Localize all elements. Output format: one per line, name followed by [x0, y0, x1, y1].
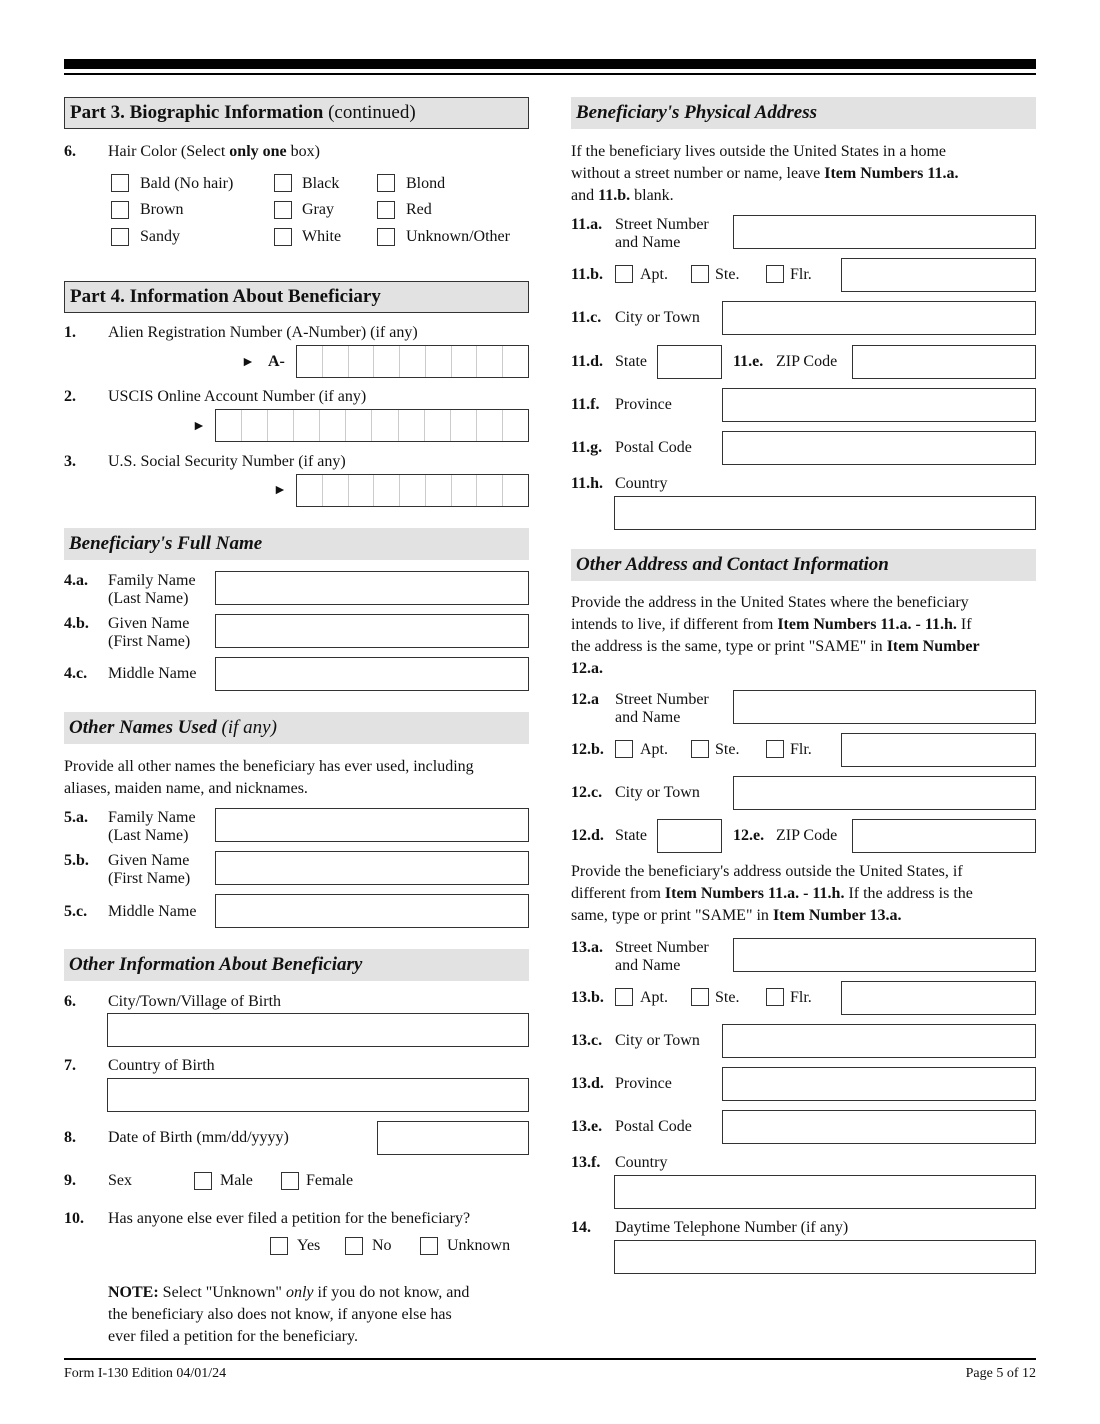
othernames-middle-label: Middle Name: [108, 903, 197, 920]
uscis-number: 2.: [64, 388, 76, 405]
o-city-input[interactable]: [733, 776, 1036, 810]
phys-11e-number: 11.e.: [733, 353, 764, 370]
phys-apt-checkbox[interactable]: [615, 265, 633, 283]
o-13b-number: 13.b.: [571, 989, 604, 1006]
o13-city-input[interactable]: [722, 1024, 1036, 1058]
o-street-line1: Street Number: [615, 691, 709, 708]
fullname-family-input[interactable]: [215, 571, 529, 605]
o-ste-checkbox[interactable]: [691, 740, 709, 758]
hair-gray-checkbox[interactable]: [274, 201, 292, 219]
otheraddr-desc2-3a: same, type or print "SAME" in: [571, 907, 773, 924]
phys-postal-input[interactable]: [722, 431, 1036, 465]
fullname-family-line1: Family Name: [108, 572, 196, 589]
o-state-input[interactable]: [657, 819, 722, 853]
birthcity-label: City/Town/Village of Birth: [108, 993, 282, 1010]
sex-label: Sex: [108, 1172, 132, 1189]
o13-province-input[interactable]: [722, 1067, 1036, 1101]
hair-label-c: box): [286, 143, 320, 160]
anum-label: Alien Registration Number (A-Number) (if any): [108, 324, 418, 341]
hair-white-label: White: [302, 228, 342, 245]
othernames-title: Other Names Used: [69, 717, 217, 738]
otheraddr-desc-line4: 12.a.: [571, 660, 603, 677]
fullname-given-input[interactable]: [215, 614, 529, 648]
othernames-title-suffix: (if any): [216, 717, 277, 738]
hair-unknown-label: Unknown/Other: [406, 228, 510, 245]
phys-11c-number: 11.c.: [571, 309, 602, 326]
o-zip-input[interactable]: [852, 819, 1036, 853]
otheraddr-desc-line1: Provide the address in the United States where the beneficiary: [571, 594, 969, 611]
othernames-given-line2: (First Name): [108, 870, 191, 887]
phone-number: 14.: [571, 1219, 591, 1236]
otheraddr-desc2-3b: Item Number 13.a.: [772, 907, 902, 924]
phone-input[interactable]: [614, 1240, 1036, 1274]
anum-arrow-icon: ►: [241, 355, 255, 370]
hair-red-checkbox[interactable]: [377, 201, 395, 219]
otheraddr-desc2-2c: If the address is the: [844, 885, 973, 902]
othernames-desc: [64, 757, 534, 798]
o13-postal-input[interactable]: [722, 1110, 1036, 1144]
otheraddr-desc-2a: intends to live, if different from: [571, 616, 778, 633]
othernames-desc-line1: Provide all other names the beneficiary has ever used, including: [64, 758, 474, 775]
o-13a-number: 13.a.: [571, 939, 603, 956]
footer-form-edition: Form I-130 Edition 04/01/24: [64, 1366, 227, 1381]
othernames-header: [64, 712, 529, 744]
petition-no-checkbox[interactable]: [345, 1237, 363, 1255]
header-rule-thick: [64, 59, 1036, 69]
uscis-arrow-icon: ►: [192, 419, 206, 434]
phys-flr-checkbox[interactable]: [766, 265, 784, 283]
part3-title: Part 3. Biographic Information: [70, 102, 324, 123]
phys-ste-label: Ste.: [715, 266, 740, 283]
hair-white-checkbox[interactable]: [274, 228, 292, 246]
o-12c-number: 12.c.: [571, 784, 603, 801]
o-zip-label: ZIP Code: [776, 827, 838, 844]
uscis-label: USCIS Online Account Number (if any): [108, 388, 367, 405]
birthcountry-input[interactable]: [107, 1078, 529, 1112]
otheraddr-desc: [571, 593, 1041, 678]
phys-street-input[interactable]: [733, 215, 1036, 249]
note-text-1: Select "Unknown": [158, 1284, 286, 1301]
physaddr-desc-line1: If the beneficiary lives outside the United States in a home: [571, 143, 946, 160]
ssn-input[interactable]: [296, 474, 529, 507]
fullname-middle-label: Middle Name: [108, 665, 197, 682]
o-unit-input[interactable]: [841, 733, 1036, 767]
dob-label: Date of Birth (mm/dd/yyyy): [108, 1129, 289, 1146]
petition-unknown-checkbox[interactable]: [420, 1237, 438, 1255]
part4-header: Part 4. Information About Beneficiary: [64, 281, 529, 313]
othernames-given-input[interactable]: [215, 851, 529, 885]
o13-apt-checkbox[interactable]: [615, 988, 633, 1006]
hair-label-a: Hair Color (Select: [108, 143, 230, 160]
phys-country-input[interactable]: [614, 496, 1036, 530]
anum-number: 1.: [64, 324, 76, 341]
phys-11h-number: 11.h.: [571, 475, 604, 492]
o-street-line2: and Name: [615, 709, 681, 726]
fullname-4b-number: 4.b.: [64, 615, 89, 632]
footer-page-number: Page 5 of 12: [965, 1366, 1036, 1381]
birthcity-number: 6.: [64, 993, 76, 1010]
o-state-label: State: [615, 827, 647, 844]
phys-street-line1: Street Number: [615, 216, 709, 233]
othernames-given-line1: Given Name: [108, 852, 190, 869]
hair-unknown-checkbox[interactable]: [377, 228, 395, 246]
phys-zip-label: ZIP Code: [776, 353, 838, 370]
anum-prefix: A-: [268, 353, 285, 370]
note-text-3: the beneficiary also does not know, if anyone else has: [108, 1306, 452, 1323]
physaddr-desc-3a: and: [571, 187, 599, 204]
fullname-given-label: [108, 615, 190, 651]
phone-label: Daytime Telephone Number (if any): [615, 1219, 849, 1236]
phys-street-label: [615, 216, 709, 252]
part3-header: [64, 97, 529, 129]
o13-province-label: Province: [615, 1075, 672, 1092]
otheraddr-desc2-2a: different from: [571, 885, 665, 902]
sex-female-checkbox[interactable]: [281, 1172, 299, 1190]
fullname-middle-input[interactable]: [215, 657, 529, 691]
othernames-5a-number: 5.a.: [64, 809, 88, 826]
hair-number: 6.: [64, 143, 76, 160]
fullname-header: Beneficiary's Full Name: [64, 528, 529, 560]
hair-blond-label: Blond: [406, 175, 446, 192]
header-rule-thin: [64, 73, 1036, 75]
petition-no-label: No: [372, 1237, 392, 1254]
phys-unit-input[interactable]: [841, 258, 1036, 292]
birthcountry-label: Country of Birth: [108, 1057, 215, 1074]
physaddr-desc-3c: blank.: [630, 187, 674, 204]
hair-red-label: Red: [406, 201, 432, 218]
o-street-label: [615, 691, 709, 727]
physaddr-desc-2b: Item Numbers 11.a.: [824, 165, 959, 182]
otheraddr-desc2-line1: Provide the beneficiary's address outside the United States, if: [571, 863, 963, 880]
uscis-input[interactable]: [215, 409, 529, 442]
o13-street-label: [615, 939, 709, 975]
phys-postal-label: Postal Code: [615, 439, 692, 456]
o13-flr-checkbox[interactable]: [766, 988, 784, 1006]
othernames-family-label: [108, 809, 196, 845]
otheraddr-desc2-2b: Item Numbers 11.a. - 11.h.: [664, 885, 845, 902]
otheraddr-desc-2b: Item Numbers 11.a. - 11.h.: [777, 616, 957, 633]
o-ste-label: Ste.: [715, 741, 740, 758]
o-street-input[interactable]: [733, 690, 1036, 724]
o13-country-label: Country: [615, 1154, 668, 1171]
phys-state-input[interactable]: [657, 345, 722, 379]
hair-label: [108, 142, 320, 161]
o-city-label: City or Town: [615, 784, 700, 801]
hair-blond-checkbox[interactable]: [377, 174, 395, 192]
o-12d-number: 12.d.: [571, 827, 604, 844]
o-apt-checkbox[interactable]: [615, 740, 633, 758]
fullname-4c-number: 4.c.: [64, 665, 88, 682]
o13-street-line1: Street Number: [615, 939, 709, 956]
physaddr-desc: [571, 142, 1041, 205]
phys-province-label: Province: [615, 396, 672, 413]
o-13e-number: 13.e.: [571, 1118, 603, 1135]
o13-country-input[interactable]: [614, 1175, 1036, 1209]
ssn-number: 3.: [64, 453, 76, 470]
petition-note: [108, 1283, 533, 1346]
note-text-2: if you do not know, and: [313, 1284, 470, 1301]
o13-ste-checkbox[interactable]: [691, 988, 709, 1006]
hair-sandy-checkbox[interactable]: [111, 228, 129, 246]
phys-zip-input[interactable]: [852, 345, 1036, 379]
o-12b-number: 12.b.: [571, 741, 604, 758]
phys-apt-label: Apt.: [640, 266, 668, 283]
othernames-5b-number: 5.b.: [64, 852, 89, 869]
note-label: NOTE:: [108, 1284, 159, 1301]
otherinfo-header: Other Information About Beneficiary: [64, 949, 529, 981]
ssn-label: U.S. Social Security Number (if any): [108, 453, 346, 470]
hair-brown-checkbox[interactable]: [111, 201, 129, 219]
otheraddr-desc-3a: the address is the same, type or print "SAME" in: [571, 638, 887, 655]
fullname-family-label: [108, 572, 196, 608]
note-text-4: ever filed a petition for the beneficiary.: [108, 1328, 358, 1345]
phys-11b-number: 11.b.: [571, 266, 604, 283]
hair-bald-checkbox[interactable]: [111, 174, 129, 192]
othernames-family-line2: (Last Name): [108, 827, 189, 844]
birthcountry-number: 7.: [64, 1057, 76, 1074]
hair-label-b: only one: [229, 143, 287, 160]
phys-11a-number: 11.a.: [571, 216, 603, 233]
petition-yes-checkbox[interactable]: [270, 1237, 288, 1255]
phys-11g-number: 11.g.: [571, 439, 603, 456]
birthcity-input[interactable]: [107, 1013, 529, 1047]
hair-black-checkbox[interactable]: [274, 174, 292, 192]
o13-flr-label: Flr.: [790, 989, 812, 1006]
otheraddr-desc-3b: Item Number: [886, 638, 980, 655]
fullname-given-line2: (First Name): [108, 633, 191, 650]
hair-brown-label: Brown: [140, 201, 184, 218]
o13-street-input[interactable]: [733, 938, 1036, 972]
dob-input[interactable]: [377, 1121, 529, 1155]
o-apt-label: Apt.: [640, 741, 668, 758]
petition-unknown-label: Unknown: [447, 1237, 511, 1254]
phys-ste-checkbox[interactable]: [691, 265, 709, 283]
o-13c-number: 13.c.: [571, 1032, 603, 1049]
hair-gray-label: Gray: [302, 201, 334, 218]
petition-number: 10.: [64, 1210, 84, 1227]
otheraddr-header: Other Address and Contact Information: [571, 549, 1036, 581]
sex-number: 9.: [64, 1172, 76, 1189]
o-12e-number: 12.e.: [733, 827, 765, 844]
otheraddr-desc-2c: If: [956, 616, 972, 633]
o-13f-number: 13.f.: [571, 1154, 601, 1171]
otheraddr-desc2: [571, 862, 1041, 925]
o-flr-label: Flr.: [790, 741, 812, 758]
phys-flr-label: Flr.: [790, 266, 812, 283]
physaddr-desc-2a: without a street number or name, leave: [571, 165, 825, 182]
anum-input[interactable]: [296, 345, 529, 378]
fullname-given-line1: Given Name: [108, 615, 190, 632]
othernames-middle-input[interactable]: [215, 894, 529, 928]
note-text-italic: only: [285, 1284, 314, 1301]
sex-male-checkbox[interactable]: [194, 1172, 212, 1190]
othernames-desc-line2: aliases, maiden name, and nicknames.: [64, 780, 308, 797]
petition-yes-label: Yes: [297, 1237, 321, 1254]
othernames-family-input[interactable]: [215, 808, 529, 842]
dob-number: 8.: [64, 1129, 76, 1146]
othernames-given-label: [108, 852, 190, 888]
physaddr-desc-3b: 11.b.: [598, 187, 631, 204]
o13-unit-input[interactable]: [841, 981, 1036, 1015]
phys-state-label: State: [615, 353, 647, 370]
o13-ste-label: Ste.: [715, 989, 740, 1006]
phys-country-label: Country: [615, 475, 668, 492]
othernames-5c-number: 5.c.: [64, 903, 88, 920]
othernames-family-line1: Family Name: [108, 809, 196, 826]
petition-label: Has anyone else ever filed a petition for the beneficiary?: [108, 1210, 471, 1227]
o13-apt-label: Apt.: [640, 989, 668, 1006]
o-13d-number: 13.d.: [571, 1075, 604, 1092]
phys-street-line2: and Name: [615, 234, 681, 251]
hair-black-label: Black: [302, 175, 340, 192]
footer-rule: [64, 1358, 1036, 1360]
sex-female-label: Female: [306, 1172, 354, 1189]
hair-sandy-label: Sandy: [140, 228, 180, 245]
o13-postal-label: Postal Code: [615, 1118, 692, 1135]
phys-city-label: City or Town: [615, 309, 700, 326]
o13-street-line2: and Name: [615, 957, 681, 974]
phys-city-input[interactable]: [722, 301, 1036, 335]
physaddr-header: Beneficiary's Physical Address: [571, 97, 1036, 129]
o13-city-label: City or Town: [615, 1032, 700, 1049]
fullname-family-line2: (Last Name): [108, 590, 189, 607]
part3-continued: (continued): [323, 102, 416, 123]
sex-male-label: Male: [220, 1172, 253, 1189]
hair-bald-label: Bald (No hair): [140, 175, 234, 192]
ssn-arrow-icon: ►: [273, 483, 287, 498]
phys-11f-number: 11.f.: [571, 396, 600, 413]
fullname-4a-number: 4.a.: [64, 572, 88, 589]
o-flr-checkbox[interactable]: [766, 740, 784, 758]
o-12a-number: 12.a: [571, 691, 599, 708]
phys-province-input[interactable]: [722, 388, 1036, 422]
phys-11d-number: 11.d.: [571, 353, 604, 370]
